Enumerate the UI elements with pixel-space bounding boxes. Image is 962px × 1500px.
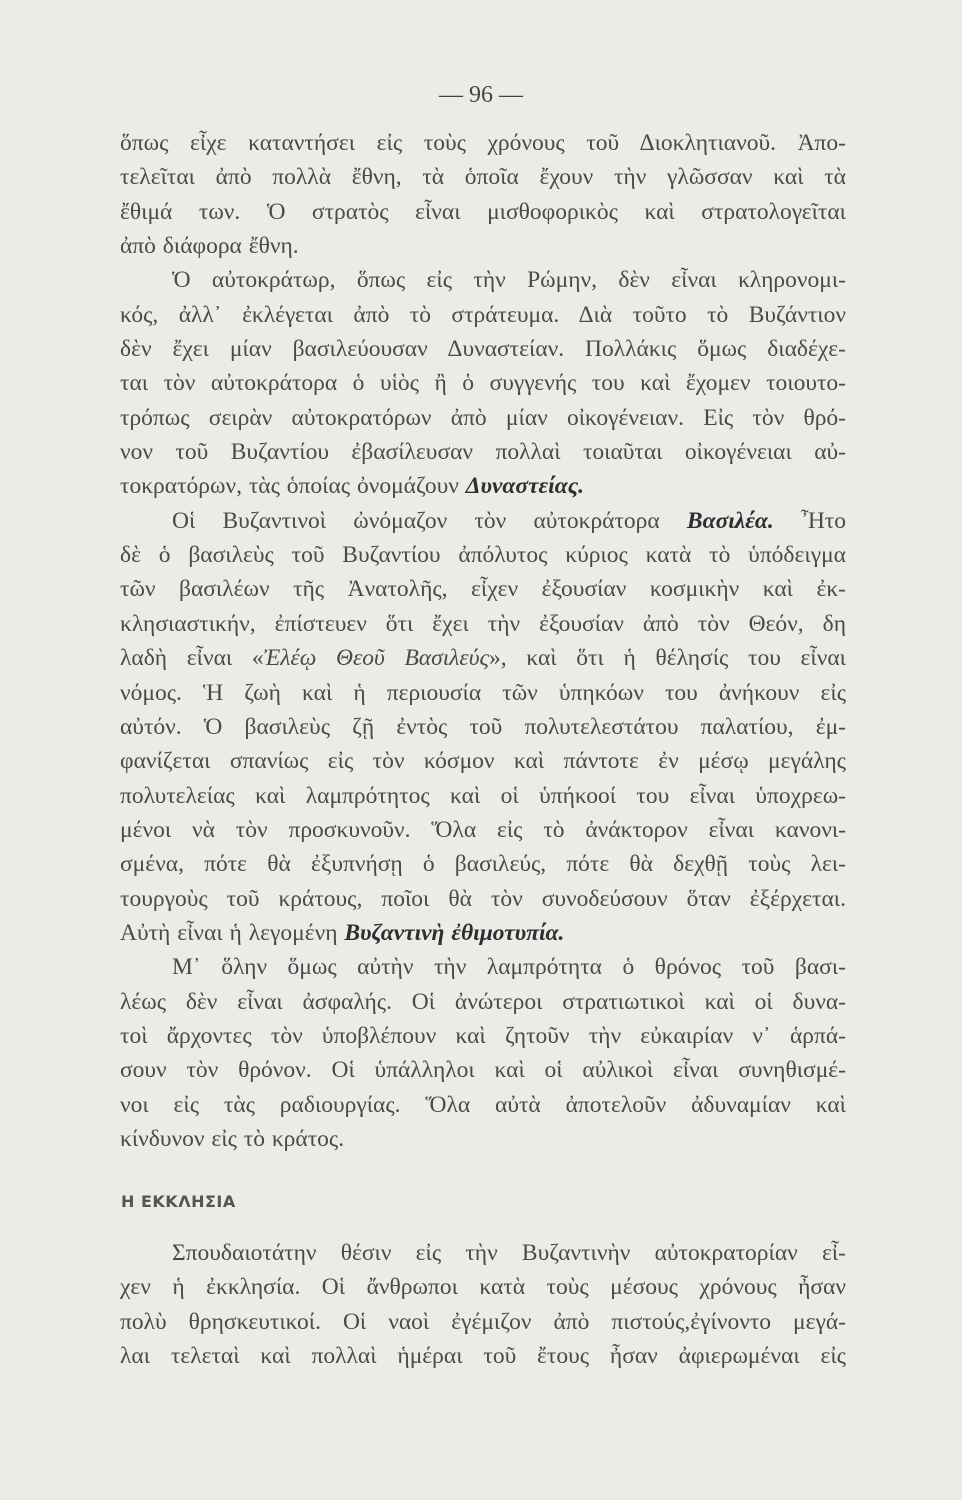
text-span: ἔθιμά των. Ὁ στρατὸς εἶναι μισθοφορικὸς καὶ στρατολογεῖται bbox=[120, 198, 846, 225]
text-line bbox=[120, 435, 846, 469]
text-span: μένοι νὰ τὸν προσκυνοῦν. Ὅλα εἰς τὸ ἀνάκτορον εἶναι κανονι- bbox=[120, 816, 846, 843]
text-span: τοὶ ἄρχοντες τὸν ὑποβλέπουν καὶ ζητοῦν τὴν εὐκαιρίαν ν᾽ ἁρπά- bbox=[120, 1022, 846, 1049]
text-span: », καὶ ὅτι ἡ θέλησίς του εἶναι bbox=[489, 645, 846, 672]
text-line bbox=[120, 607, 846, 641]
italic-phrase: Ἐλέῳ Θεοῦ Βασιλεύς bbox=[263, 645, 490, 672]
text-line bbox=[120, 847, 846, 881]
text-span: λέως δὲν εἶναι ἀσφαλής. Οἱ ἀνώτεροι στρατιωτικοὶ καὶ οἱ δυνα- bbox=[120, 988, 846, 1015]
emphasized-term: Βασιλέα. bbox=[686, 507, 774, 534]
text-span: λαι τελεταὶ καὶ πολλαὶ ἡμέραι τοῦ ἔτους ἦσαν ἀφιερωμέναι εἰς bbox=[120, 1343, 846, 1370]
text-span: τοκρατόρων, τὰς ὁποίας ὀνομάζουν bbox=[120, 473, 466, 500]
text-line bbox=[120, 1053, 846, 1087]
text-span: φανίζεται σπανίως εἰς τὸν κόσμον καὶ πάντοτε ἐν μέσῳ μεγάλης bbox=[120, 748, 846, 775]
text-line bbox=[120, 538, 846, 572]
text-line bbox=[120, 160, 846, 194]
text-line bbox=[120, 366, 846, 400]
text-line bbox=[120, 916, 846, 950]
text-line bbox=[120, 641, 846, 675]
text-span: Αὐτὴ εἶναι ἡ λεγομένη bbox=[120, 919, 345, 946]
text-span: νοι εἰς τὰς ραδιουργίας. Ὅλα αὐτὰ ἀποτελοῦν ἀδυναμίαν καὶ bbox=[120, 1091, 846, 1118]
text-span: κλησιαστικήν, ἐπίστευεν ὅτι ἔχει τὴν ἐξουσίαν ἀπὸ τὸν Θεόν, δη bbox=[120, 610, 846, 637]
text-line bbox=[120, 126, 846, 160]
text-span: ται τὸν αὐτοκράτορα ὁ υἱὸς ἢ ὁ συγγενής του καὶ ἔχομεν τοιουτο- bbox=[120, 370, 846, 397]
text-span: κίνδυνον εἰς τὸ κράτος. bbox=[120, 1125, 345, 1152]
text-span: Σπουδαιοτάτην θέσιν εἰς τὴν Βυζαντινὴν αὐτοκρατορίαν εἶ- bbox=[172, 1240, 846, 1266]
text-line bbox=[120, 298, 846, 332]
text-span: ὅπως εἶχε καταντήσει εἰς τοὺς χρόνους τοῦ Διοκλητιανοῦ. Ἀπο- bbox=[120, 130, 846, 156]
text-line bbox=[120, 572, 846, 606]
text-line bbox=[120, 1019, 846, 1053]
text-span: λαδὴ εἶναι « bbox=[120, 645, 264, 672]
text-span: τῶν βασιλέων τῆς Ἀνατολῆς, εἶχεν ἐξουσίαν κοσμικὴν καὶ ἐκ- bbox=[120, 576, 846, 603]
text-line bbox=[120, 229, 846, 263]
text-span: Οἱ Βυζαντινοὶ ὠνόμαζον τὸν αὐτοκράτορα bbox=[172, 507, 687, 534]
text-span: πολυτελείας καὶ λαμπρότητος καὶ οἱ ὑπήκοοί του εἶναι ὑποχρεω- bbox=[120, 782, 846, 809]
text-line bbox=[120, 195, 846, 229]
text-line bbox=[120, 985, 846, 1019]
section-heading: Η ΕΚΚΛΗΣΙΑ bbox=[121, 1192, 236, 1211]
emphasized-term: Βυζαντινὴ ἐθιμοτυπία. bbox=[344, 919, 565, 946]
text-span: νόμος. Ἡ ζωὴ καὶ ἡ περιουσία τῶν ὑπηκόων του ἀνήκουν εἰς bbox=[120, 679, 846, 706]
text-span: Μ᾽ ὅλην ὅμως αὐτὴν τὴν λαμπρότητα ὁ θρόνος τοῦ βασι- bbox=[172, 954, 846, 981]
text-line bbox=[120, 1305, 846, 1339]
text-span: κός, ἀλλ᾽ ἐκλέγεται ἀπὸ τὸ στράτευμα. Διὰ τοῦτο τὸ Βυζάντιον bbox=[120, 301, 846, 328]
text-line bbox=[120, 1122, 846, 1156]
section-body bbox=[120, 126, 846, 1156]
text-line bbox=[120, 504, 846, 538]
text-span: σουν τὸν θρόνον. Οἱ ὑπάλληλοι καὶ οἱ αὐλικοὶ εἶναι συνηθισμέ- bbox=[120, 1057, 846, 1084]
text-span: Ἦτο bbox=[773, 507, 847, 534]
paragraph bbox=[120, 1236, 846, 1373]
page-number: — 96 — bbox=[439, 82, 523, 108]
text-span: πολὺ θρησκευτικοί. Οἱ ναοὶ ἐγέμιζον ἀπὸ πιστούς,ἐγίνοντο μεγά- bbox=[120, 1308, 846, 1335]
text-line bbox=[120, 882, 846, 916]
text-line bbox=[120, 332, 846, 366]
paragraph bbox=[120, 950, 846, 1156]
text-line bbox=[120, 676, 846, 710]
text-line bbox=[120, 263, 846, 297]
text-line bbox=[120, 813, 846, 847]
text-line bbox=[120, 469, 846, 503]
text-span: χεν ἡ ἐκκλησία. Οἱ ἄνθρωποι κατὰ τοὺς μέσους χρόνους ἦσαν bbox=[120, 1274, 846, 1301]
text-span: τελεῖται ἀπὸ πολλὰ ἔθνη, τὰ ὁποῖα ἔχουν τὴν γλῶσσαν καὶ τὰ bbox=[120, 164, 846, 191]
paragraph bbox=[120, 126, 846, 263]
text-line bbox=[120, 779, 846, 813]
text-line bbox=[120, 1339, 846, 1373]
text-line bbox=[120, 744, 846, 778]
emphasized-term: Δυναστείας. bbox=[465, 473, 585, 500]
text-span: ἀπὸ διάφορα ἔθνη. bbox=[120, 233, 299, 260]
text-span: τρόπως σειρὰν αὐτοκρατόρων ἀπὸ μίαν οἰκογένειαν. Εἰς τὸν θρό- bbox=[120, 404, 846, 431]
text-line bbox=[120, 1270, 846, 1304]
text-span: αὐτόν. Ὁ βασιλεὺς ζῇ ἐντὸς τοῦ πολυτελεστάτου παλατίου, ἐμ- bbox=[120, 713, 846, 740]
text-span: τουργοὺς τοῦ κράτους, ποῖοι θὰ τὸν συνοδεύσουν ὅταν ἐξέρχεται. bbox=[120, 885, 846, 912]
text-span: δὲ ὁ βασιλεὺς τοῦ Βυζαντίου ἀπόλυτος κύριος κατὰ τὸ ὑπόδειγμα bbox=[120, 542, 846, 569]
text-span: σμένα, πότε θὰ ἐξυπνήσῃ ὁ βασιλεύς, πότε θὰ δεχθῇ τοὺς λει- bbox=[120, 851, 846, 878]
text-span: δὲν ἔχει μίαν βασιλεύουσαν Δυναστείαν. Πολλάκις ὅμως διαδέχε- bbox=[120, 336, 846, 363]
text-line bbox=[120, 401, 846, 435]
paragraph bbox=[120, 504, 846, 950]
text-line bbox=[120, 1236, 846, 1270]
text-span: νον τοῦ Βυζαντίου ἐβασίλευσαν πολλαὶ τοιαῦται οἰκογένειαι αὐ- bbox=[120, 439, 846, 466]
section-church-body bbox=[120, 1236, 846, 1373]
text-line bbox=[120, 950, 846, 984]
paragraph bbox=[120, 263, 846, 503]
text-line bbox=[120, 710, 846, 744]
text-line bbox=[120, 1088, 846, 1122]
text-span: Ὁ αὐτοκράτωρ, ὅπως εἰς τὴν Ρώμην, δὲν εἶναι κληρονομι- bbox=[172, 267, 846, 294]
